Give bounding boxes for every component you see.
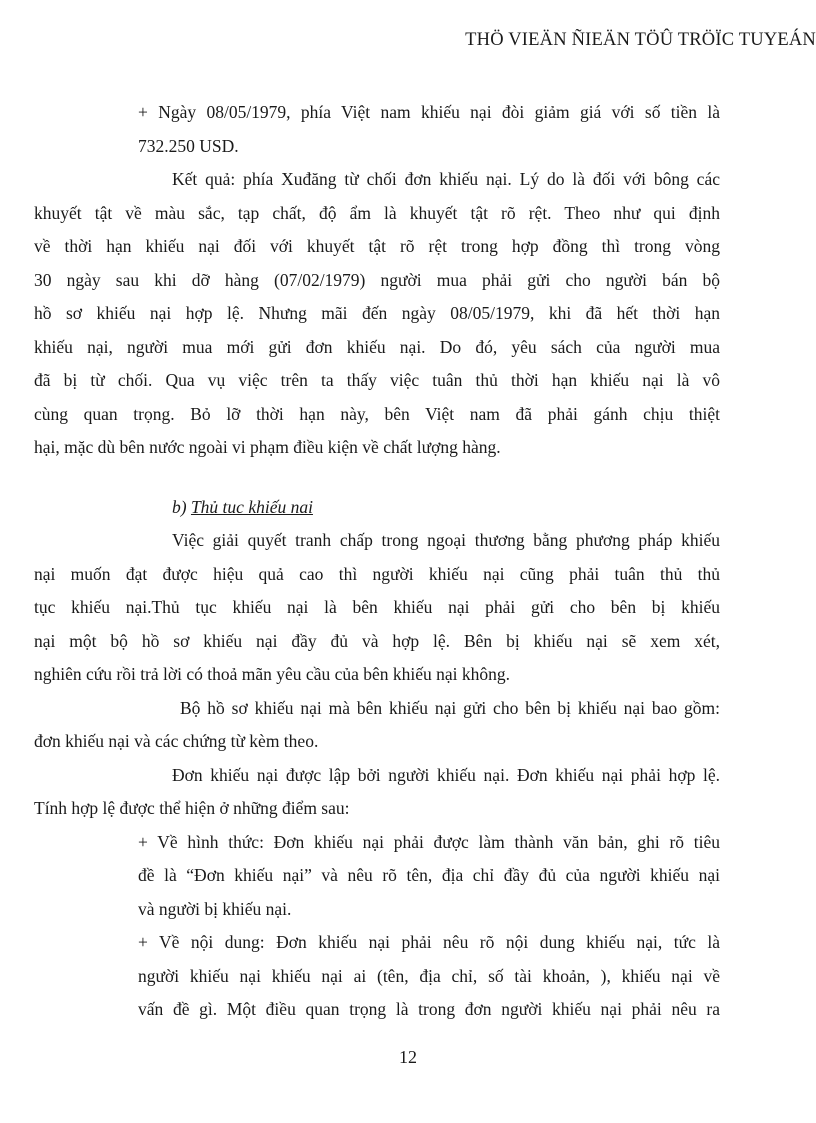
paragraph-line: khiếu nại, người mua mới gửi đơn khiếu nại. Do đó, yêu sách của người mua <box>34 336 720 357</box>
section-heading-text: Thủ tuc khiếu nai <box>190 496 313 517</box>
paragraph-line: + Về nội dung: Đơn khiếu nại phải nêu rõ nội dung khiếu nại, tức là <box>138 932 720 952</box>
paragraph-line: đề là “Đơn khiếu nại” và nêu rõ tên, địa chỉ đầy đủ của người khiếu nại <box>138 865 720 885</box>
paragraph-line: Đơn khiếu nại được lập bởi người khiếu nại. Đơn khiếu nại phải hợp lệ. <box>172 764 720 785</box>
section-heading <box>34 491 720 525</box>
paragraph-line: cùng quan trọng. Bỏ lỡ thời hạn này, bên Việt nam đã phải gánh chịu thiệt <box>34 403 720 424</box>
paragraph-line: tục khiếu nại.Thủ tục khiếu nại là bên khiếu nại phải gửi cho bên bị khiếu <box>34 597 720 617</box>
paragraph-line: khuyết tật về màu sắc, tạp chất, độ ẩm là khuyết tật rõ rệt. Theo như qui định <box>34 202 720 223</box>
paragraph-line: 732.250 USD. <box>138 135 239 156</box>
paragraph-line: vấn đề gì. Một điều quan trọng là trong đơn người khiếu nại phải nêu ra <box>138 999 720 1019</box>
paragraph-line: Tính hợp lệ được thể hiện ở những điểm sau: <box>34 798 350 818</box>
paragraph-line: Việc giải quyết tranh chấp trong ngoại thương bằng phương pháp khiếu <box>172 530 720 550</box>
paragraph-line: đơn khiếu nại và các chứng từ kèm theo. <box>34 731 319 751</box>
page-number: 12 <box>399 1047 417 1067</box>
paragraph-line: + Ngày 08/05/1979, phía Việt nam khiếu nại đòi giảm giá với số tiền là <box>138 102 720 122</box>
paragraph-line: Kết quả: phía Xuđăng từ chối đơn khiếu nại. Lý do là đối với bông các <box>172 169 720 189</box>
paragraph-line: về thời hạn khiếu nại đối với khuyết tật rõ rệt trong hợp đồng thì trong vòng <box>34 236 720 256</box>
paragraph-line: hồ sơ khiếu nại hợp lệ. Nhưng mãi đến ngày 08/05/1979, khi đã hết thời hạn <box>34 303 720 323</box>
section-heading-prefix: b) <box>172 496 191 517</box>
page-body <box>34 96 720 1027</box>
paragraph-line: nại một bộ hồ sơ khiếu nại đầy đủ và hợp lệ. Bên bị khiếu nại sẽ xem xét, <box>34 630 720 651</box>
paragraph-line: và người bị khiếu nại. <box>138 898 292 919</box>
paragraph-line: đã bị từ chối. Qua vụ việc trên ta thấy việc tuân thủ thời hạn khiếu nại là vô <box>34 370 720 390</box>
paragraph-line: nghiên cứu rồi trả lời có thoả mãn yêu cầu của bên khiếu nại không. <box>34 664 511 684</box>
paragraph-line: + Về hình thức: Đơn khiếu nại phải được làm thành văn bản, ghi rõ tiêu <box>138 831 720 852</box>
paragraph-line: nại muốn đạt được hiệu quả cao thì người khiếu nại cũng phải tuân thủ thủ <box>34 563 720 584</box>
paragraph-line: 30 ngày sau khi dỡ hàng (07/02/1979) người mua phải gửi cho người bán bộ <box>34 269 720 290</box>
running-header: THÖ VIEÄN ÑIEÄN TÖÛ TRÖÏC TUYEÁN <box>465 30 816 50</box>
paragraph-line: Bộ hồ sơ khiếu nại mà bên khiếu nại gửi cho bên bị khiếu nại bao gồm: <box>180 697 720 718</box>
paragraph-line: người khiếu nại khiếu nại ai (tên, địa chỉ, số tài khoản, ), khiếu nại về <box>138 965 720 986</box>
paragraph-line: hại, mặc dù bên nước ngoài vi phạm điều kiện về chất lượng hàng. <box>34 437 501 457</box>
